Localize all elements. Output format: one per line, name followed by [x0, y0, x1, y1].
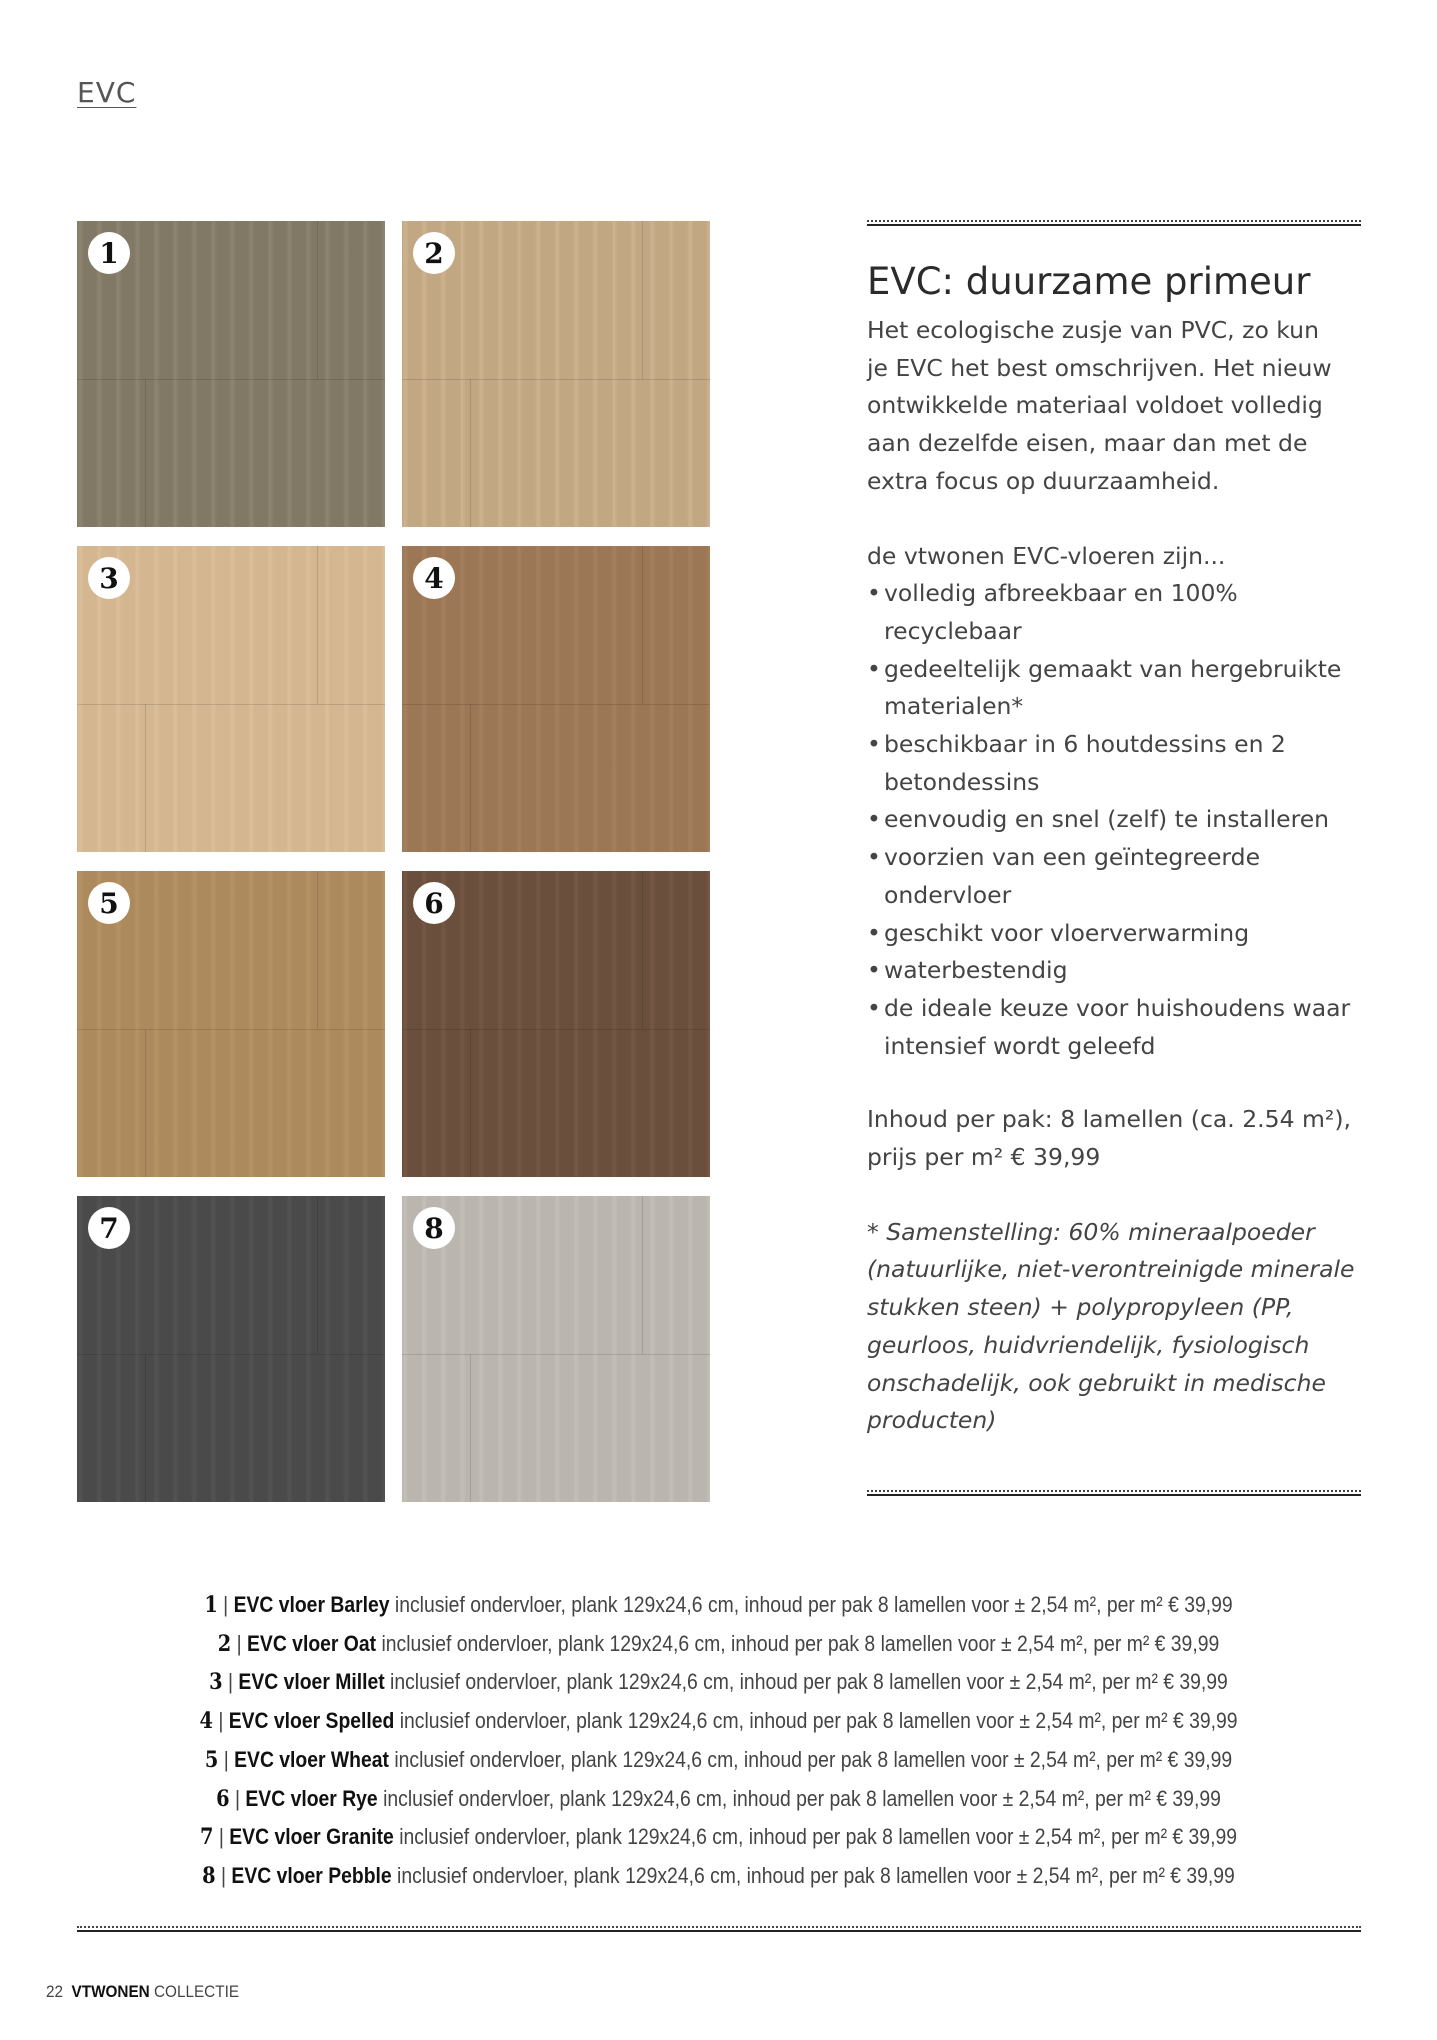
number-badge: 6 — [413, 882, 455, 924]
plank-seam — [77, 1029, 385, 1030]
features-list — [867, 575, 1367, 1065]
plank-seam — [402, 379, 710, 380]
product-detail: inclusief ondervloer, plank 129x24,6 cm, inhoud per pak 8 lamellen voor ± 2,54 m², per m² € 39,99 — [383, 1785, 1221, 1811]
divider-bottom — [867, 1490, 1361, 1496]
composition-footnote: * Samenstelling: 60% mineraalpoeder (natuurlijke, niet-verontreinigde minerale stukken steen) + polypropyleen (PP, geurloos, huidvriendelijk, fysiologisch onschadelijk, ook gebruikt in medische producten) — [867, 1217, 1355, 1435]
feature-item: • eenvoudig en snel (zelf) te installeren — [867, 801, 1367, 839]
number-badge: 2 — [413, 232, 455, 274]
product-detail: inclusief ondervloer, plank 129x24,6 cm, inhoud per pak 8 lamellen voor ± 2,54 m², per m² € 39,99 — [394, 1746, 1233, 1772]
plank-seam — [402, 704, 710, 705]
section-label: EVC — [77, 76, 137, 109]
product-name: EVC vloer Spelled — [228, 1708, 395, 1734]
floor-sample-tile — [77, 871, 385, 1177]
divider-top — [867, 220, 1361, 226]
number-badge: 5 — [88, 882, 130, 924]
product-line: 3 | EVC vloer Millet inclusief ondervloer, plank 129x24,6 cm, inhoud per pak 8 lamellen voor ± 2,54 m², per m² € 39,99 — [209, 1669, 1228, 1696]
product-number: 2 — [217, 1630, 232, 1657]
page-footer — [46, 1982, 239, 2002]
plank-seam — [642, 546, 643, 704]
product-name: EVC vloer Millet — [238, 1669, 385, 1695]
product-line: 4 | EVC vloer Spelled inclusief ondervloer, plank 129x24,6 cm, inhoud per pak 8 lamellen voor ± 2,54 m², per m² € 39,99 — [199, 1708, 1238, 1735]
product-name: EVC vloer Pebble — [231, 1862, 392, 1888]
package-content — [867, 1101, 1367, 1176]
plank-seam — [145, 1354, 146, 1502]
intro-line: je EVC het best omschrijven. Het nieuw — [867, 353, 1332, 382]
plank-seam — [470, 1354, 471, 1502]
plank-seam — [470, 704, 471, 852]
price-line: prijs per m² € 39,99 — [867, 1143, 1101, 1172]
product-detail: inclusief ondervloer, plank 129x24,6 cm, inhoud per pak 8 lamellen voor ± 2,54 m², per m² € 39,99 — [399, 1824, 1237, 1850]
package-content-line: Inhoud per pak: 8 lamellen (ca. 2.54 m²), — [867, 1105, 1351, 1134]
feature-item: • volledig afbreekbaar en 100% recyclebaar — [867, 575, 1367, 650]
article-heading: EVC: duurzame primeur — [867, 260, 1311, 303]
floor-sample-tile — [77, 546, 385, 852]
intro-line: Het ecologische zusje van PVC, zo kun — [867, 316, 1319, 344]
product-line: 6 | EVC vloer Rye inclusief ondervloer, plank 129x24,6 cm, inhoud per pak 8 lamellen voor ± 2,54 m², per m² € 39,99 — [216, 1785, 1221, 1812]
product-detail: inclusief ondervloer, plank 129x24,6 cm, inhoud per pak 8 lamellen voor ± 2,54 m², per m² € 39,99 — [390, 1669, 1228, 1695]
intro-line: ontwikkelde materiaal voldoet volledig — [867, 391, 1323, 420]
plank-seam — [145, 1029, 146, 1177]
floor-sample-tile — [402, 221, 710, 527]
floor-sample-tile — [402, 546, 710, 852]
plank-seam — [642, 871, 643, 1029]
plank-seam — [77, 704, 385, 705]
product-line: 7 | EVC vloer Granite inclusief ondervloer, plank 129x24,6 cm, inhoud per pak 8 lamellen voor ± 2,54 m², per m² € 39,99 — [200, 1824, 1237, 1851]
plank-seam — [317, 871, 318, 1029]
product-list — [0, 1586, 1437, 1896]
product-detail: inclusief ondervloer, plank 129x24,6 cm, inhoud per pak 8 lamellen voor ± 2,54 m², per m² € 39,99 — [394, 1592, 1233, 1617]
product-line: 2 | EVC vloer Oat inclusief ondervloer, plank 129x24,6 cm, inhoud per pak 8 lamellen voor ± 2,54 m², per m² € 39,99 — [217, 1630, 1220, 1657]
feature-item: • geschikt voor vloerverwarming — [867, 915, 1367, 953]
plank-seam — [317, 221, 318, 379]
plank-seam — [317, 1196, 318, 1354]
number-badge: 8 — [413, 1207, 455, 1249]
plank-seam — [470, 1029, 471, 1177]
product-name: EVC vloer Rye — [245, 1785, 378, 1811]
plank-seam — [402, 1029, 710, 1030]
intro-line: aan dezelfde eisen, maar dan met de — [867, 429, 1308, 458]
product-number: 7 — [200, 1824, 214, 1851]
feature-item: • voorzien van een geïntegreerde ondervloer — [867, 839, 1367, 914]
product-number: 1 — [204, 1592, 218, 1618]
plank-seam — [77, 1354, 385, 1355]
product-name: EVC vloer Oat — [247, 1630, 377, 1656]
article — [867, 258, 1367, 1440]
article-intro — [867, 312, 1367, 501]
product-number: 6 — [216, 1785, 230, 1812]
plank-seam — [145, 379, 146, 527]
plank-seam — [145, 704, 146, 852]
floor-sample-tile — [77, 221, 385, 527]
plank-seam — [470, 379, 471, 527]
feature-item: • beschikbaar in 6 houtdessins en 2 betondessins — [867, 726, 1367, 801]
floor-sample-tile — [77, 1196, 385, 1502]
product-number: 8 — [202, 1862, 216, 1889]
plank-seam — [317, 546, 318, 704]
feature-item: • de ideale keuze voor huishoudens waar intensief wordt geleefd — [867, 990, 1367, 1065]
plank-seam — [642, 221, 643, 379]
number-badge: 3 — [88, 557, 130, 599]
plank-seam — [77, 379, 385, 380]
product-name: EVC vloer Barley — [233, 1592, 390, 1617]
plank-seam — [642, 1196, 643, 1354]
brand-name: VTWONEN — [71, 1982, 150, 2001]
product-detail: inclusief ondervloer, plank 129x24,6 cm, inhoud per pak 8 lamellen voor ± 2,54 m², per m² € 39,99 — [381, 1630, 1220, 1656]
divider-footer — [77, 1926, 1361, 1932]
product-name: EVC vloer Granite — [229, 1824, 394, 1850]
product-detail: inclusief ondervloer, plank 129x24,6 cm, inhoud per pak 8 lamellen voor ± 2,54 m², per m² € 39,99 — [397, 1862, 1235, 1888]
floor-sample-tile — [402, 1196, 710, 1502]
number-badge: 7 — [88, 1207, 130, 1249]
number-badge: 4 — [413, 557, 455, 599]
product-number: 4 — [199, 1708, 213, 1735]
features-intro: de vtwonen EVC-vloeren zijn... — [867, 541, 1226, 570]
feature-item: • gedeeltelijk gemaakt van hergebruikte materialen* — [867, 651, 1367, 726]
intro-line: extra focus op duurzaamheid. — [867, 466, 1220, 495]
product-number: 3 — [209, 1669, 223, 1696]
product-line: 1 | EVC vloer Barley inclusief ondervloer, plank 129x24,6 cm, inhoud per pak 8 lamellen voor ± 2,54 m², per m² € 39,99 — [204, 1592, 1233, 1618]
product-number: 5 — [204, 1746, 219, 1773]
footer-section: COLLECTIE — [154, 1982, 240, 2001]
page-number: 22 — [46, 1982, 64, 2001]
product-line: 5 | EVC vloer Wheat inclusief ondervloer, plank 129x24,6 cm, inhoud per pak 8 lamellen voor ± 2,54 m², per m² € 39,99 — [204, 1746, 1233, 1773]
number-badge: 1 — [88, 232, 130, 274]
feature-item: • waterbestendig — [867, 952, 1367, 990]
plank-seam — [402, 1354, 710, 1355]
product-name: EVC vloer Wheat — [234, 1746, 389, 1772]
floor-sample-tile — [402, 871, 710, 1177]
product-detail: inclusief ondervloer, plank 129x24,6 cm, inhoud per pak 8 lamellen voor ± 2,54 m², per m² € 39,99 — [399, 1708, 1238, 1734]
product-line: 8 | EVC vloer Pebble inclusief ondervloer, plank 129x24,6 cm, inhoud per pak 8 lamellen voor ± 2,54 m², per m² € 39,99 — [202, 1862, 1235, 1889]
